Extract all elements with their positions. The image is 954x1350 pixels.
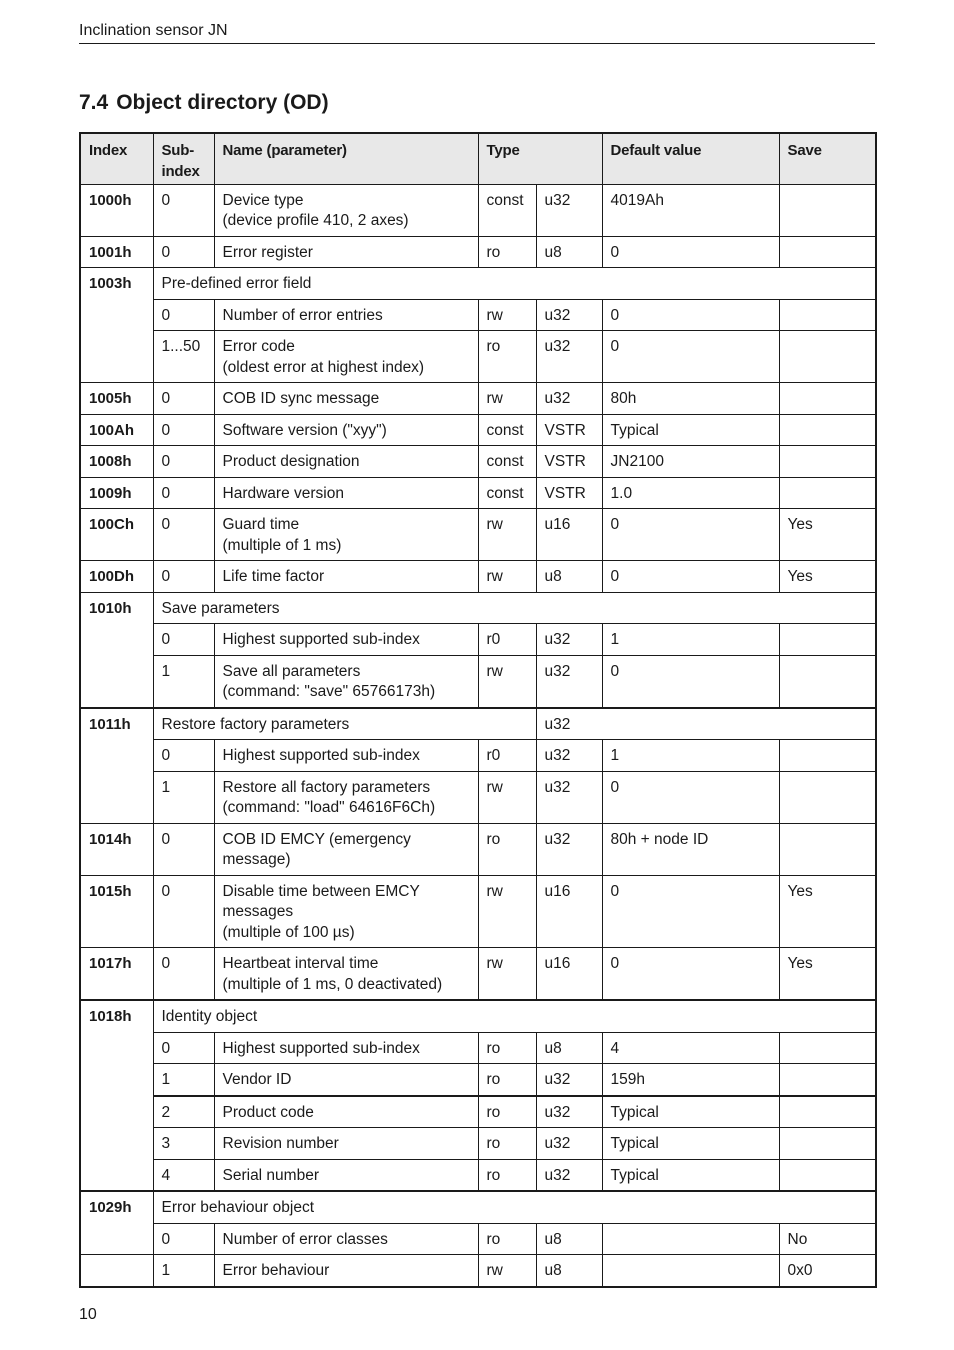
cell-subindex: 2 [153,1096,214,1128]
cell-save: Yes [779,875,876,948]
cell-index: 1008h [80,446,153,478]
table-row [80,823,876,875]
cell-datatype: u8 [536,1223,602,1255]
cell-index: 1009h [80,477,153,509]
table-row [80,708,876,740]
cell-name: Number of error classes [214,1223,478,1255]
cell-access: ro [478,1096,536,1128]
col-header-index: Index [80,133,153,184]
cell-access: rw [478,509,536,561]
cell-datatype: u32 [536,1064,602,1096]
cell-subindex: 0 [153,1032,214,1064]
cell-subindex: 0 [153,236,214,268]
col-header-name: Name (parameter) [214,133,478,184]
cell-access: const [478,477,536,509]
cell-default: 80h + node ID [602,823,779,875]
cell-default: 0 [602,299,779,331]
cell-group-type: u32 [536,708,876,740]
cell-access: rw [478,299,536,331]
cell-default: 159h [602,1064,779,1096]
cell-name: Serial number [214,1159,478,1191]
table-row [80,740,876,772]
cell-datatype: u32 [536,655,602,708]
cell-default: 0 [602,655,779,708]
cell-group-name: Pre-defined error field [153,268,876,300]
cell-group-name: Restore factory parameters [153,708,536,740]
cell-access: ro [478,331,536,383]
cell-subindex: 0 [153,414,214,446]
cell-subindex: 0 [153,740,214,772]
cell-index: 1001h [80,236,153,268]
cell-access: rw [478,948,536,1001]
table-row [80,414,876,446]
cell-datatype: u8 [536,1032,602,1064]
table-row [80,1191,876,1223]
cell-save: No [779,1223,876,1255]
cell-index: 1018h [80,1000,153,1191]
table-row [80,509,876,561]
cell-access: const [478,414,536,446]
table-row [80,948,876,1001]
cell-default: 0 [602,875,779,948]
cell-default: 0 [602,331,779,383]
cell-access: r0 [478,740,536,772]
section-title: Object directory (OD) [116,91,329,114]
table-row [80,1255,876,1287]
running-header: Inclination sensor JN [79,22,228,39]
cell-default: 1.0 [602,477,779,509]
cell-default: 0 [602,509,779,561]
cell-access: rw [478,875,536,948]
cell-default: 0 [602,561,779,593]
table-row [80,184,876,236]
cell-subindex: 0 [153,477,214,509]
cell-save [779,414,876,446]
col-header-subindex: Sub- index [153,133,214,184]
cell-subindex: 0 [153,561,214,593]
cell-subindex: 0 [153,446,214,478]
cell-access: const [478,446,536,478]
cell-access: ro [478,1064,536,1096]
cell-default: 1 [602,624,779,656]
object-directory-table [79,132,877,1288]
cell-index: 1015h [80,875,153,948]
cell-access: r0 [478,624,536,656]
cell-access: ro [478,1032,536,1064]
cell-name: COB ID EMCY (emergency message) [214,823,478,875]
cell-save [779,446,876,478]
cell-subindex: 0 [153,383,214,415]
cell-save: Yes [779,561,876,593]
cell-access: ro [478,1159,536,1191]
cell-datatype: u16 [536,948,602,1001]
cell-access: rw [478,383,536,415]
cell-index: 1010h [80,592,153,708]
table-row [80,268,876,300]
cell-datatype: u32 [536,771,602,823]
cell-datatype: VSTR [536,446,602,478]
cell-datatype: u32 [536,1096,602,1128]
cell-default: 4 [602,1032,779,1064]
table-row [80,1159,876,1191]
cell-default: 0 [602,236,779,268]
table-row [80,875,876,948]
cell-datatype: u8 [536,561,602,593]
cell-access: rw [478,771,536,823]
cell-default: Typical [602,1096,779,1128]
table-row [80,477,876,509]
table-row [80,592,876,624]
cell-save [779,184,876,236]
cell-access: ro [478,236,536,268]
cell-index: 1011h [80,708,153,824]
cell-save [779,236,876,268]
cell-subindex: 1 [153,1255,214,1287]
cell-name: Vendor ID [214,1064,478,1096]
cell-index: 1003h [80,268,153,383]
table-row [80,236,876,268]
cell-access: rw [478,1255,536,1287]
cell-name: Product code [214,1096,478,1128]
cell-save: Yes [779,948,876,1001]
cell-access: const [478,184,536,236]
table-row [80,299,876,331]
cell-default: 80h [602,383,779,415]
cell-default: 4019Ah [602,184,779,236]
table-row [80,624,876,656]
table-header-row [80,133,876,184]
cell-datatype: u32 [536,1159,602,1191]
cell-save [779,655,876,708]
table-row [80,1032,876,1064]
cell-save [779,383,876,415]
cell-index: 1005h [80,383,153,415]
cell-subindex: 1 [153,771,214,823]
cell-datatype: u16 [536,875,602,948]
cell-name: Error behaviour [214,1255,478,1287]
cell-datatype: u32 [536,331,602,383]
cell-save [779,1159,876,1191]
cell-name: Product designation [214,446,478,478]
col-header-type: Type [478,133,602,184]
cell-name: Save all parameters (command: "save" 65766173h) [214,655,478,708]
cell-subindex: 0 [153,299,214,331]
cell-index: 1017h [80,948,153,1001]
cell-name: Error register [214,236,478,268]
cell-subindex: 0 [153,875,214,948]
cell-index: 1000h [80,184,153,236]
cell-name: Highest supported sub-index [214,1032,478,1064]
cell-save [779,740,876,772]
cell-subindex: 1 [153,655,214,708]
cell-datatype: u32 [536,383,602,415]
cell-save [779,1064,876,1096]
cell-default: Typical [602,1128,779,1160]
cell-default: Typical [602,414,779,446]
section-heading [79,91,329,115]
header-rule [79,43,875,44]
table-row [80,1000,876,1032]
section-number: 7.4 [79,91,109,114]
cell-name: Restore all factory parameters (command: "load" 64616F6Ch) [214,771,478,823]
cell-name: Revision number [214,1128,478,1160]
table-row [80,561,876,593]
cell-default: 0 [602,948,779,1001]
cell-default: 0 [602,771,779,823]
page-number: 10 [79,1306,97,1323]
cell-subindex: 1 [153,1064,214,1096]
cell-subindex: 3 [153,1128,214,1160]
cell-datatype: u8 [536,236,602,268]
cell-group-name: Error behaviour object [153,1191,876,1223]
cell-name: Heartbeat interval time (multiple of 1 ms, 0 deactivated) [214,948,478,1001]
cell-save: Yes [779,509,876,561]
cell-datatype: u32 [536,823,602,875]
cell-datatype: u16 [536,509,602,561]
col-header-default: Default value [602,133,779,184]
cell-name: Error code (oldest error at highest index) [214,331,478,383]
cell-access: ro [478,1223,536,1255]
cell-name: Hardware version [214,477,478,509]
cell-save [779,1096,876,1128]
cell-subindex: 0 [153,509,214,561]
table-row [80,446,876,478]
cell-datatype: u32 [536,184,602,236]
cell-access: ro [478,1128,536,1160]
cell-index: 1029h [80,1191,153,1255]
cell-name: Highest supported sub-index [214,624,478,656]
table-row [80,383,876,415]
cell-subindex: 0 [153,184,214,236]
cell-subindex: 0 [153,823,214,875]
cell-datatype: u32 [536,624,602,656]
cell-save: 0x0 [779,1255,876,1287]
cell-subindex: 1...50 [153,331,214,383]
cell-default: Typical [602,1159,779,1191]
table-row [80,1223,876,1255]
cell-save [779,1032,876,1064]
cell-name: Life time factor [214,561,478,593]
cell-subindex: 0 [153,1223,214,1255]
cell-datatype: u8 [536,1255,602,1287]
cell-subindex: 4 [153,1159,214,1191]
cell-access: rw [478,655,536,708]
cell-name: Device type (device profile 410, 2 axes) [214,184,478,236]
cell-name: Number of error entries [214,299,478,331]
table-row [80,655,876,708]
cell-access: rw [478,561,536,593]
cell-datatype: VSTR [536,477,602,509]
cell-save [779,477,876,509]
cell-save [779,299,876,331]
cell-index: 100Ch [80,509,153,561]
cell-access: ro [478,823,536,875]
cell-save [779,624,876,656]
cell-index: 100Dh [80,561,153,593]
table-row [80,1128,876,1160]
cell-datatype: u32 [536,299,602,331]
table-row [80,1096,876,1128]
cell-default [602,1255,779,1287]
cell-default [602,1223,779,1255]
cell-subindex: 0 [153,948,214,1001]
table-row [80,331,876,383]
cell-index: 100Ah [80,414,153,446]
cell-default: JN2100 [602,446,779,478]
col-header-save: Save [779,133,876,184]
cell-group-name: Identity object [153,1000,876,1032]
cell-datatype: VSTR [536,414,602,446]
cell-name: Disable time between EMCY messages (multiple of 100 µs) [214,875,478,948]
cell-datatype: u32 [536,740,602,772]
cell-save [779,331,876,383]
cell-datatype: u32 [536,1128,602,1160]
cell-name: Software version ("xyy") [214,414,478,446]
cell-index: 1014h [80,823,153,875]
cell-group-name: Save parameters [153,592,876,624]
table-row [80,1064,876,1096]
cell-save [779,823,876,875]
cell-save [779,1128,876,1160]
cell-name: Highest supported sub-index [214,740,478,772]
cell-name: COB ID sync message [214,383,478,415]
cell-name: Guard time (multiple of 1 ms) [214,509,478,561]
table-row [80,771,876,823]
cell-default: 1 [602,740,779,772]
cell-index [80,1255,153,1287]
cell-subindex: 0 [153,624,214,656]
cell-save [779,771,876,823]
